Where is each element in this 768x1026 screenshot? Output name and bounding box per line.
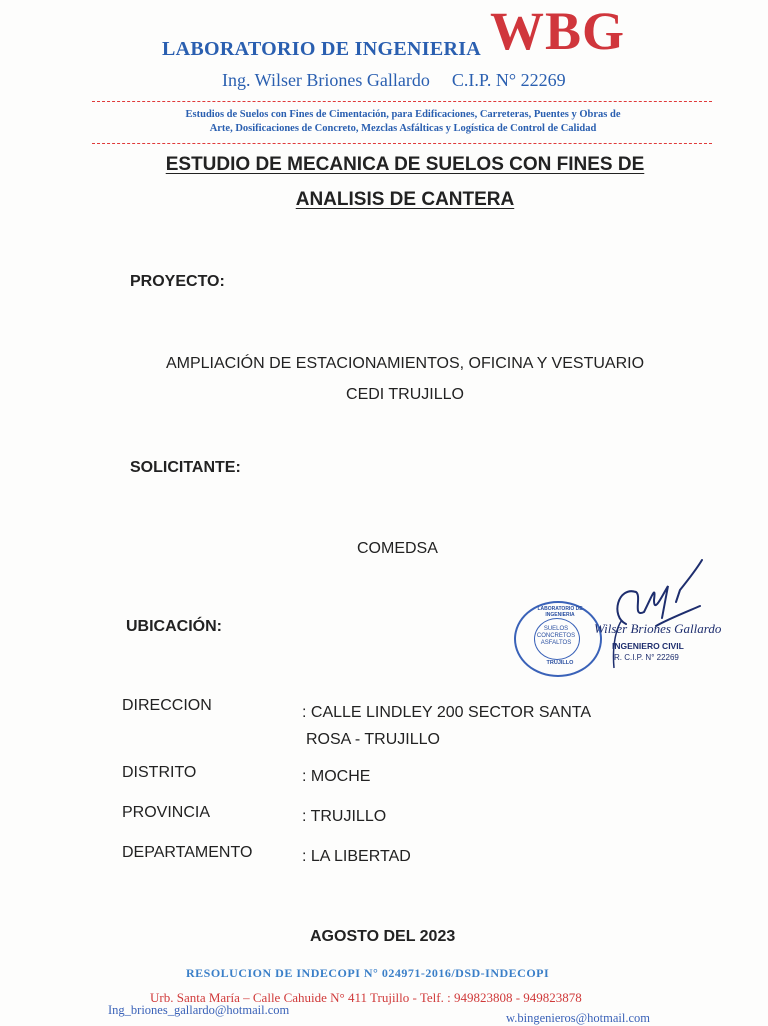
lab-seal-text: SUELOS CONCRETOS ASFALTOS bbox=[536, 626, 576, 646]
services-description bbox=[100, 108, 706, 136]
divider-top bbox=[92, 101, 712, 102]
requester-label: SOLICITANTE: bbox=[130, 459, 241, 476]
location-label: UBICACIÓN: bbox=[126, 618, 222, 635]
direccion-value-line-2: ROSA - TRUJILLO bbox=[306, 731, 440, 748]
direccion-value: : CALLE LINDLEY 200 SECTOR SANTA bbox=[302, 704, 592, 721]
footer-email-1: Ing_briones_gallardo@hotmail.com bbox=[108, 1003, 290, 1017]
document-title-line-2: ANALISIS DE CANTERA bbox=[295, 189, 515, 210]
signature-cip: R. C.I.P. N° 22269 bbox=[614, 653, 679, 662]
engineer-name: Ing. Wilser Briones Gallardo bbox=[222, 70, 430, 90]
distrito-value: : MOCHE bbox=[302, 768, 371, 785]
footer-resolution: RESOLUCION DE INDECOPI N° 024971-2016/DSD-INDECOPI bbox=[186, 966, 550, 980]
provincia-value: : TRUJILLO bbox=[302, 808, 387, 825]
engineer-cip: C.I.P. N° 22269 bbox=[451, 70, 566, 90]
project-label: PROYECTO: bbox=[130, 273, 225, 290]
footer-address: Urb. Santa María – Calle Cahuide N° 411 Trujillo - Telf. : 949823808 - 949823878 bbox=[150, 990, 582, 1005]
project-line-2: CEDI TRUJILLO bbox=[346, 386, 464, 403]
divider-bottom bbox=[92, 143, 712, 144]
departamento-label: DEPARTAMENTO bbox=[122, 844, 253, 861]
report-date: AGOSTO DEL 2023 bbox=[310, 928, 456, 945]
signature-name: Wilser Briones Gallardo bbox=[594, 621, 722, 636]
lab-name: LABORATORIO DE INGENIERIA bbox=[162, 38, 482, 60]
project-line-1: AMPLIACIÓN DE ESTACIONAMIENTOS, OFICINA Y VESTUARIO bbox=[165, 355, 645, 372]
signature-title: INGENIERO CIVIL bbox=[612, 641, 684, 651]
lab-seal-ring-text: LABORATORIO DE INGENIERIA bbox=[537, 606, 583, 618]
wbg-logo: WBG bbox=[490, 1, 626, 61]
engineer-line bbox=[222, 70, 566, 91]
services-line-2: Arte, Dosificaciones de Concreto, Mezclas Asfálticas y Logística de Control de Calidad bbox=[209, 123, 597, 134]
project-name bbox=[110, 348, 700, 410]
distrito-label: DISTRITO bbox=[122, 764, 197, 781]
footer-email-2: w.bingenieros@hotmail.com bbox=[506, 1011, 651, 1025]
requester-value: COMEDSA bbox=[357, 540, 438, 557]
provincia-label: PROVINCIA bbox=[122, 804, 211, 821]
services-line-1: Estudios de Suelos con Fines de Cimentación, para Edificaciones, Carreteras, Puentes y Obras de bbox=[185, 109, 621, 120]
lab-seal-city: TRUJILLO bbox=[546, 660, 574, 666]
document-title-line-1: ESTUDIO DE MECANICA DE SUELOS CON FINES DE bbox=[165, 154, 645, 175]
departamento-value: : LA LIBERTAD bbox=[302, 848, 411, 865]
direccion-label: DIRECCION bbox=[122, 697, 212, 714]
